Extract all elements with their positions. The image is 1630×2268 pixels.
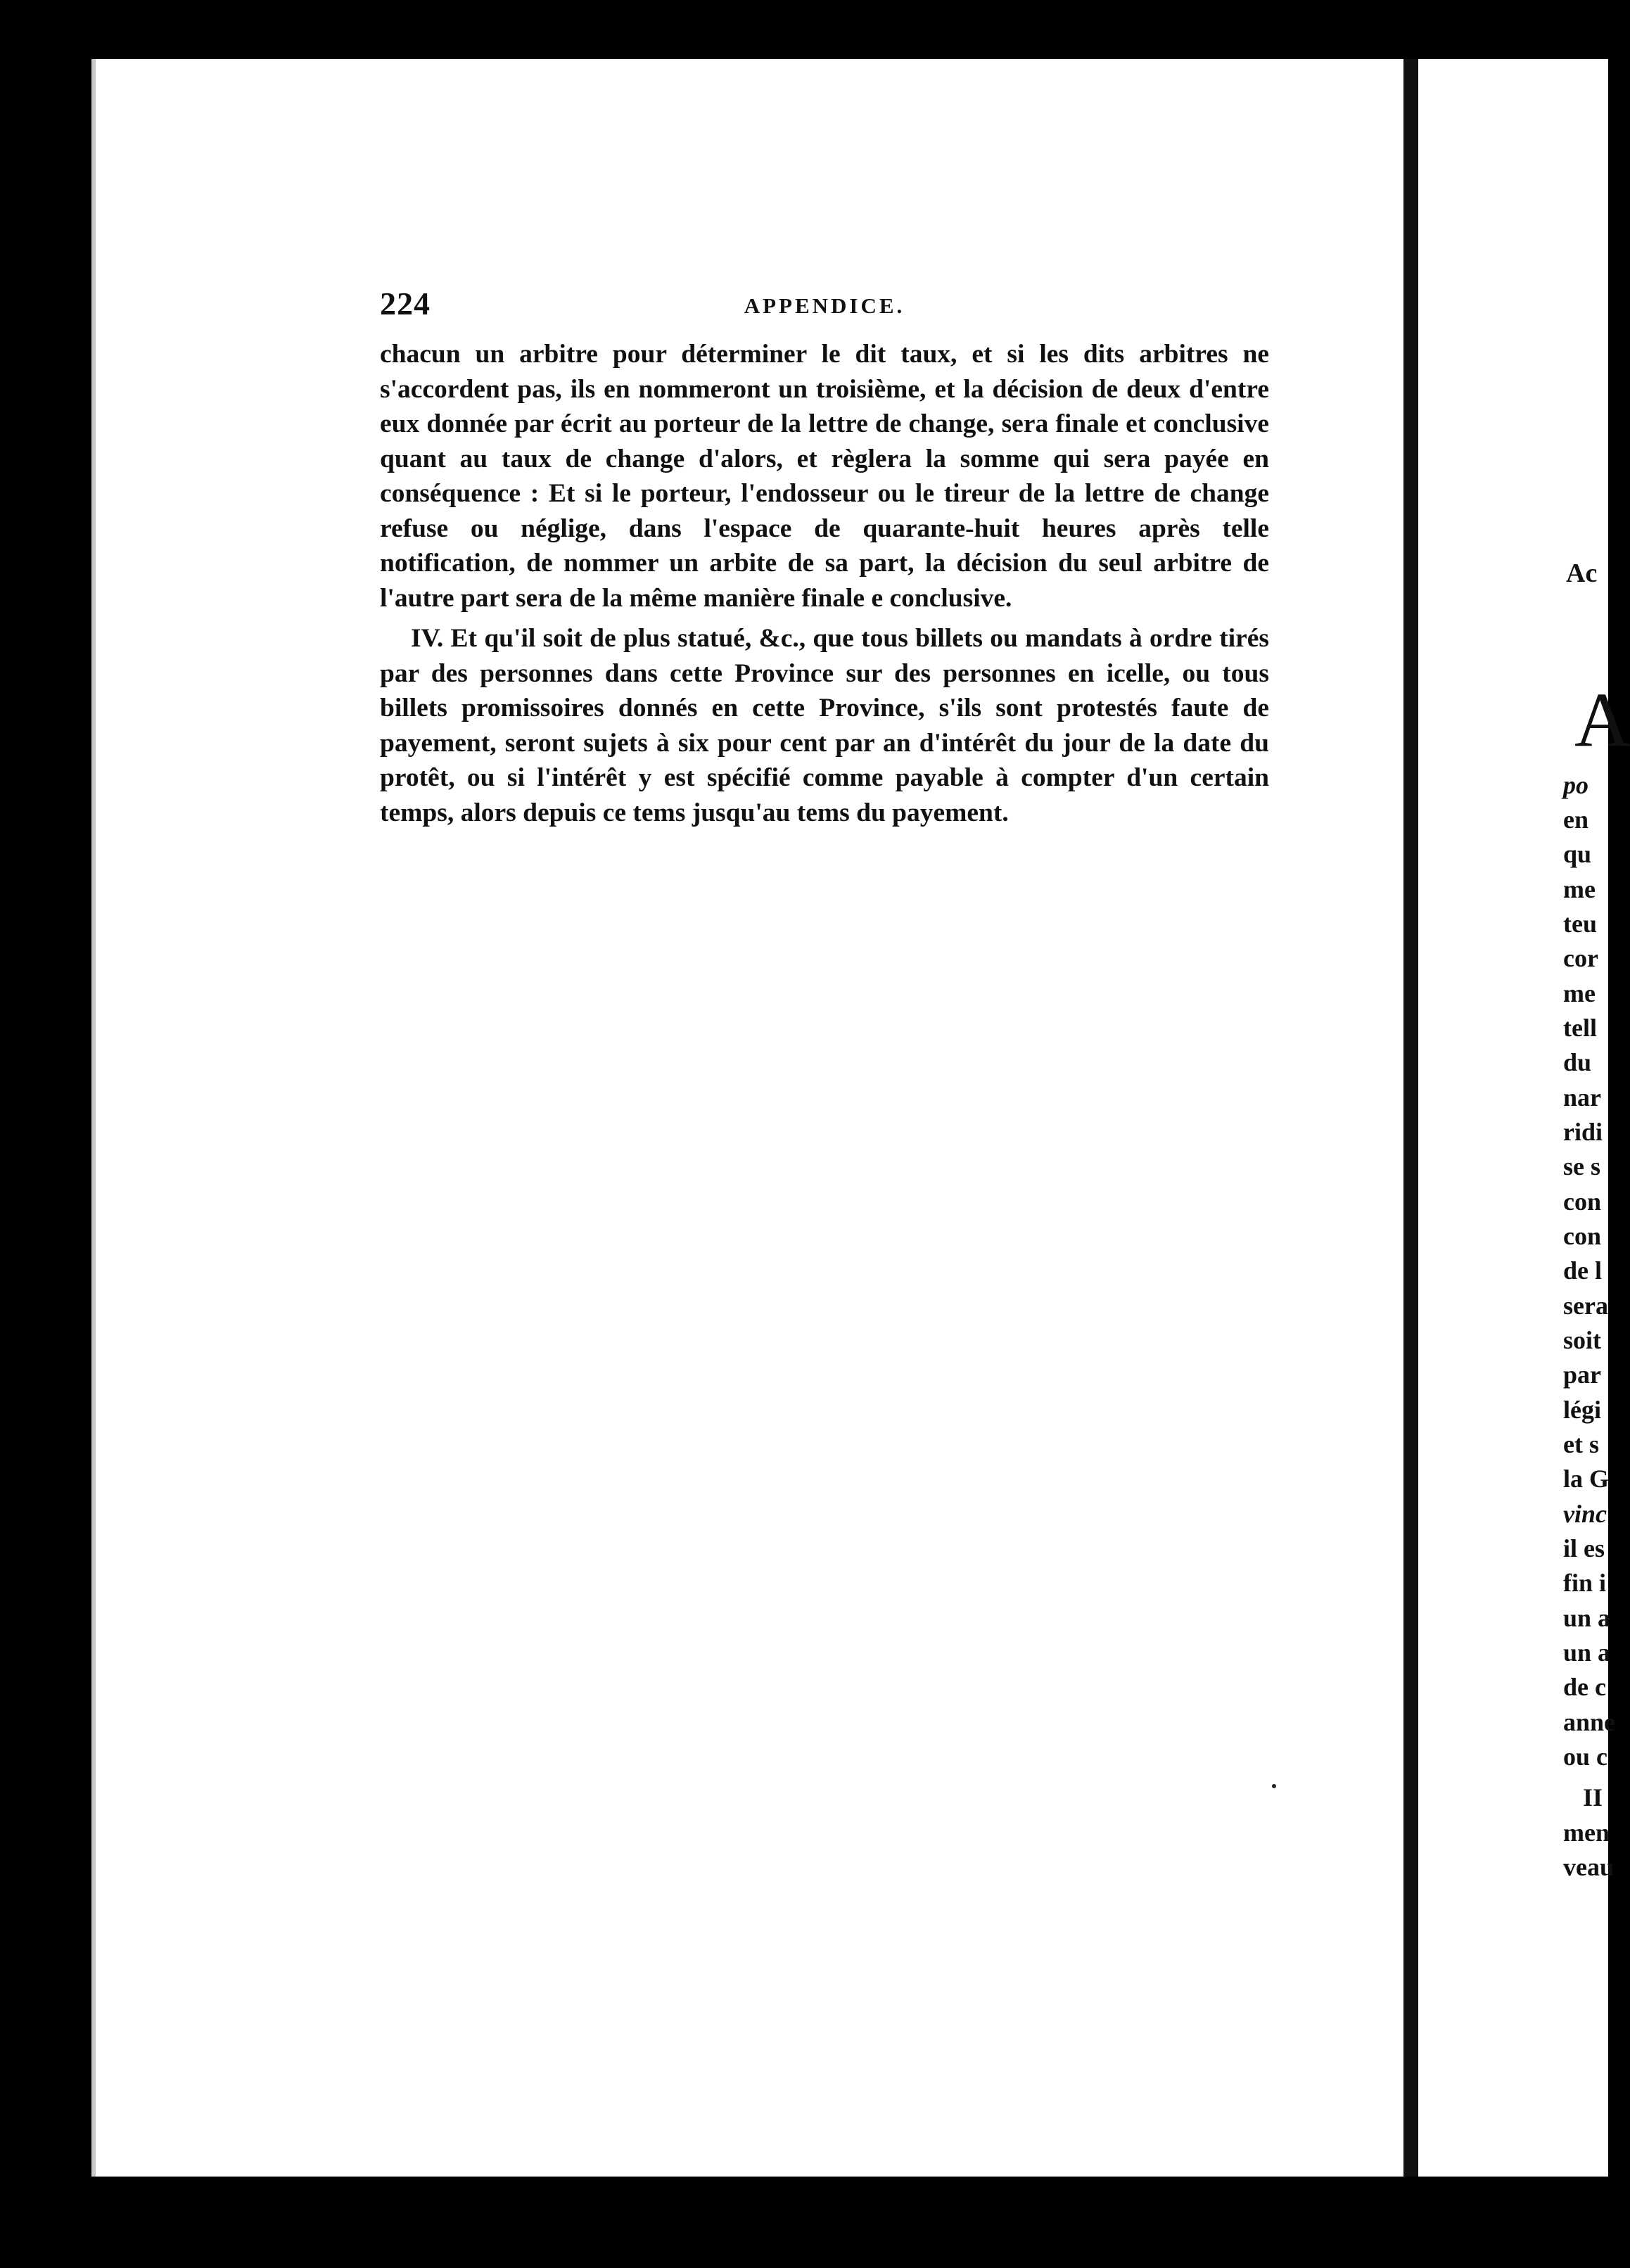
right-line-fragment: cor (1563, 944, 1598, 972)
right-line-fragment: en (1563, 805, 1588, 834)
right-line-fragment: et s (1563, 1430, 1599, 1458)
right-line-fragment: vinc (1563, 1500, 1607, 1528)
right-line-fragment: de l (1563, 1256, 1603, 1285)
book-gutter (1403, 59, 1418, 2177)
right-line-fragment: con (1563, 1187, 1601, 1216)
right-page-heading-fragment: Ac (1566, 559, 1598, 588)
right-line-fragment: II (1583, 1783, 1603, 1811)
right-line-fragment: soit (1563, 1326, 1601, 1354)
right-line-fragment: tell (1563, 1014, 1597, 1042)
right-line-fragment: il es (1563, 1534, 1605, 1562)
right-line-fragment: men (1563, 1818, 1610, 1847)
right-page-drop-cap: A (1574, 677, 1630, 763)
right-line-fragment: la G (1563, 1465, 1610, 1493)
paragraph-continuation: chacun un arbitre pour déterminer le dit taux, et si les dits arbitres ne s'accordent pas, ils en nommeront un troisième, et la décision de deux d'entre eux donnée par écrit au porteur de la lettre de change, sera finale et conclusive quant au taux de change d'alors, et règlera la somme qui sera payée en conséquence : Et si le porteur, l'endosseur ou le tireur de la lettre de change refuse ou néglige, dans l'espace de quarante-huit heures après telle notification, de nommer un arbite de sa part, la décision du seul arbitre de l'autre part sera de la même manière finale e conclusive. (380, 340, 1269, 613)
right-line-fragment: sera (1563, 1292, 1608, 1320)
running-title: APPENDICE. (744, 293, 905, 318)
right-line-fragment: me (1563, 875, 1596, 903)
right-line-fragment: fin i (1563, 1569, 1607, 1597)
right-line-fragment: un a (1563, 1638, 1611, 1667)
right-line-fragment: légi (1563, 1396, 1601, 1424)
right-line-fragment: se s (1563, 1152, 1600, 1180)
right-line-fragment: par (1563, 1361, 1601, 1389)
right-line-fragment: de c (1563, 1673, 1606, 1701)
running-head (380, 285, 1269, 337)
scan-speck (1272, 1784, 1276, 1788)
right-line-fragment: teu (1563, 910, 1597, 938)
page-number: 224 (380, 286, 431, 321)
right-line-fragment: ou c (1563, 1743, 1607, 1771)
right-line-fragment: anne (1563, 1708, 1616, 1736)
paragraph-section-iv: IV. Et qu'il soit de plus statué, &c., que tous billets ou mandats à ordre tirés par des personnes dans cette Province sur des personnes en icelle, ou tous billets promissoires donnés en cette Province, s'ils sont protestés faute de payement, seront sujets à six pour cent par an d'intérêt du jour de la date du protêt, ou si l'intérêt y est spécifié comme payable à compter d'un certain temps, alors depuis ce tems jusqu'au tems du payement. (380, 624, 1269, 827)
right-line-fragment: veau (1563, 1853, 1614, 1881)
right-line-fragment: po (1563, 771, 1588, 799)
left-page-text (380, 285, 1269, 830)
right-line-fragment: me (1563, 979, 1596, 1007)
right-line-fragment: nar (1563, 1083, 1601, 1111)
right-line-fragment: du (1563, 1048, 1592, 1076)
right-line-fragment: un a (1563, 1604, 1611, 1632)
right-line-fragment: ridi (1563, 1118, 1603, 1146)
right-line-fragment: con (1563, 1222, 1601, 1250)
right-line-fragment: qu (1563, 840, 1592, 868)
